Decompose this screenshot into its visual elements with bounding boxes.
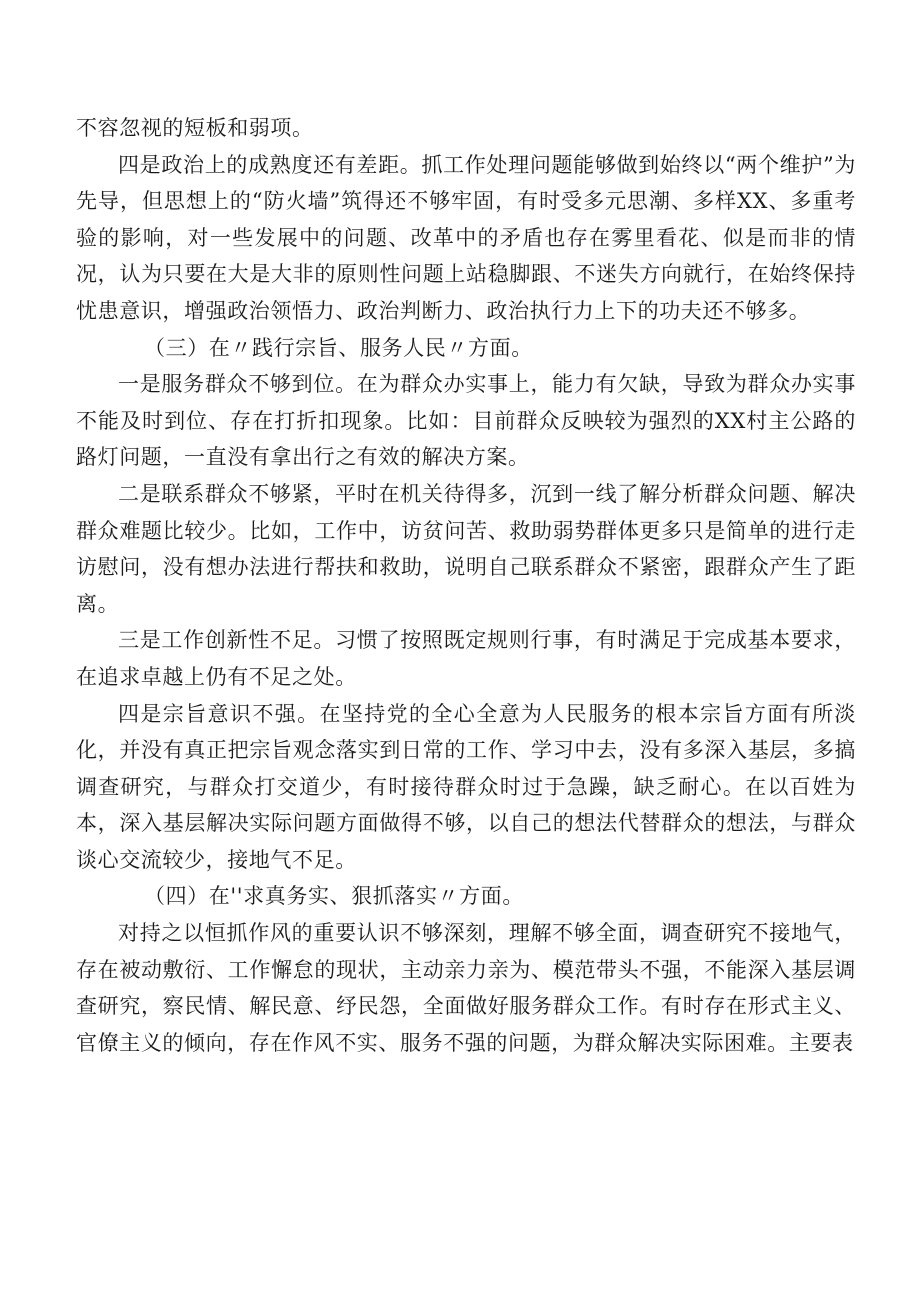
paragraph-innovation: 三是工作创新性不足。习惯了按照既定规则行事，有时满足于完成基本要求，在追求卓越上仍有不足之处。 bbox=[76, 628, 856, 689]
section-heading-serve-people: （三）在〃践行宗旨、服务人民〃方面。 bbox=[144, 335, 533, 360]
document-body bbox=[76, 110, 856, 1061]
paragraph-contact-masses: 二是联系群众不够紧，平时在机关待得多，沉到一线了解分析群众问题、解决群众难题比较少。比如，工作中，访贫问苦、救助弱势群体更多只是简单的进行走访慰问，没有想办法进行帮扶和救助，说明自己联系群众不紧密，跟群众产生了距离。 bbox=[76, 481, 856, 616]
section-heading-pragmatic: （四）在''求真务实、狠抓落实〃方面。 bbox=[144, 884, 524, 909]
paragraph-purpose-awareness: 四是宗旨意识不强。在坚持党的全心全意为人民服务的根本宗旨方面有所淡化，并没有真正把宗旨观念落实到日常的工作、学习中去，没有多深入基层，多搞调查研究，与群众打交道少，有时接待群众时过于急躁，缺乏耐心。在以百姓为本，深入基层解决实际问题方面做得不够，以自己的想法代替群众的想法，与群众谈心交流较少，接地气不足。 bbox=[76, 701, 856, 872]
paragraph-continuation: 不容忽视的短板和弱项。 bbox=[76, 116, 314, 140]
paragraph-serve-masses: 一是服务群众不够到位。在为群众办实事上，能力有欠缺，导致为群众办实事不能及时到位、存在打折扣现象。比如：目前群众反映较为强烈的XX村主公路的路灯问题，一直没有拿出行之有效的解决方案。 bbox=[76, 372, 856, 470]
paragraph-political-maturity: 四是政治上的成熟度还有差距。抓工作处理问题能够做到始终以“两个维护”为先导，但思想上的“防火墙”筑得还不够牢固，有时受多元思潮、多样XX、多重考验的影响，对一些发展中的问题、改革中的矛盾也存在雾里看花、似是而非的情况，认为只要在大是大非的原则性问题上站稳脚跟、不迷失方向就行，在始终保持忧患意识，增强政治领悟力、政治判断力、政治执行力上下的功夫还不够多。 bbox=[76, 152, 856, 323]
paragraph-work-style: 对持之以恒抓作风的重要认识不够深刻，理解不够全面，调查研究不接地气，存在被动敷衍、工作懈怠的现状，主动亲力亲为、模范带头不强，不能深入基层调查研究，察民情、解民意、纾民怨，全面做好服务群众工作。有时存在形式主义、官僚主义的倾向，存在作风不实、服务不强的问题，为群众解决实际困难。主要表 bbox=[76, 921, 856, 1055]
